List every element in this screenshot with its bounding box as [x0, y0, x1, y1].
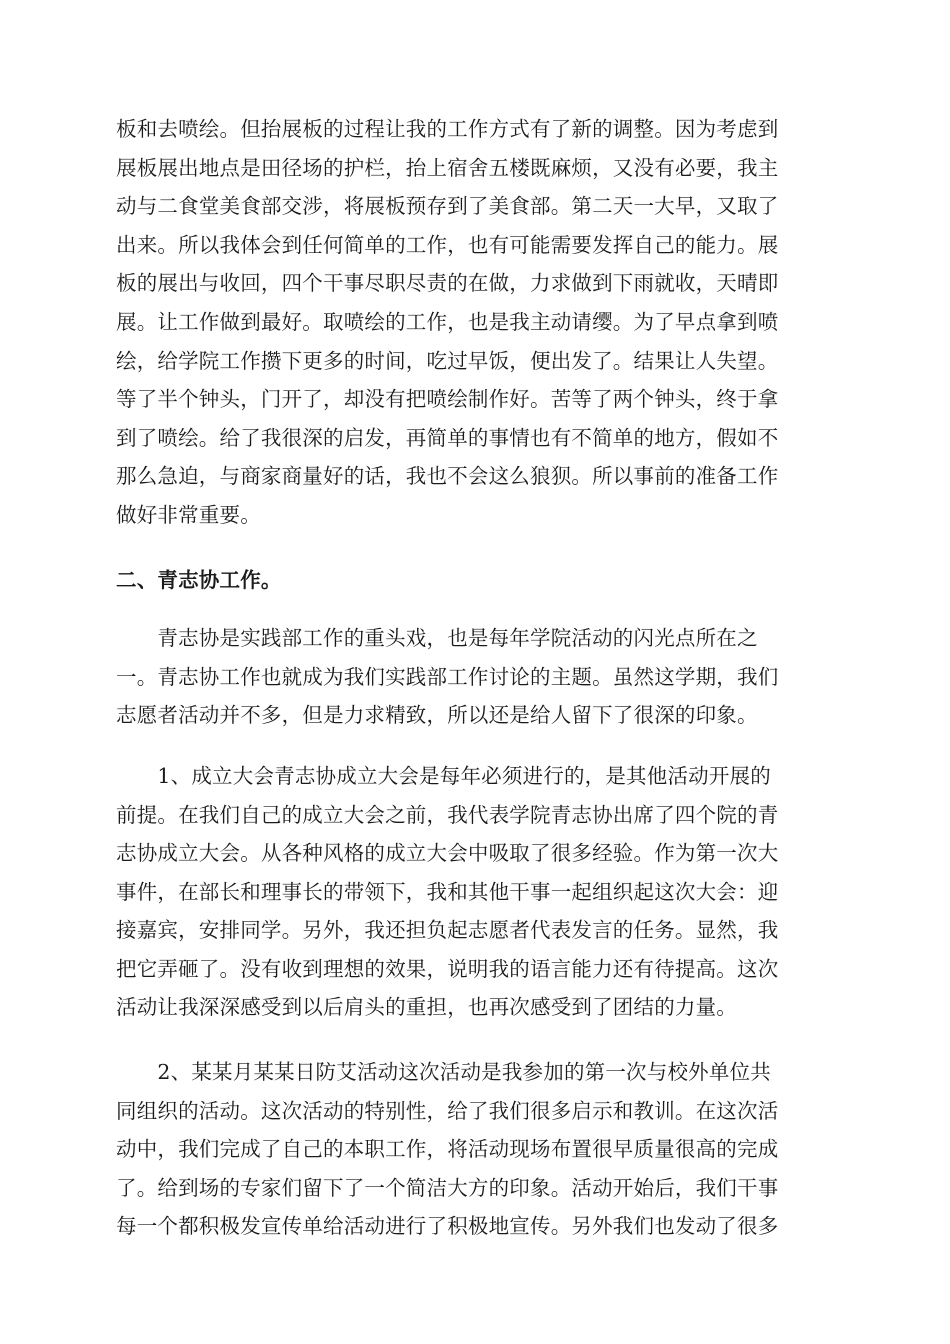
- text-line: 展。让工作做到最好。取喷绘的工作，也是我主动请缨。为了早点拿到喷: [116, 309, 779, 334]
- text-line: 志协成立大会。从各种风格的成立大会中吸取了很多经验。作为第一次大: [116, 841, 779, 866]
- text-line: 那么急迫，与商家商量好的话，我也不会这么狼狈。所以事前的准备工作: [116, 464, 779, 489]
- text-line: 板的展出与收回，四个干事尽职尽责的在做，力求做到下雨就收，天晴即: [116, 271, 779, 296]
- text-line: 前提。在我们自己的成立大会之前，我代表学院青志协出席了四个院的青: [116, 802, 779, 827]
- text-line: 一。青志协工作也就成为我们实践部工作讨论的主题。虽然这学期，我们: [116, 664, 779, 689]
- text-line: 动与二食堂美食部交涉，将展板预存到了美食部。第二天一大早，又取了: [116, 194, 779, 219]
- paragraph-spacer: [116, 599, 832, 619]
- text-line: 事件，在部长和理事长的带领下，我和其他干事一起组织起这次大会：迎: [116, 879, 779, 904]
- text-line: 2、某某月某某日防艾活动这次活动是我参加的第一次与校外单位共: [116, 1060, 771, 1085]
- text-line: 1、成立大会青志协成立大会是每年必须进行的，是其他活动开展的: [116, 763, 771, 788]
- text-line: 接嘉宾，安排同学。另外，我还担负起志愿者代表发言的任务。显然，我: [116, 918, 779, 943]
- section-heading: 二、青志协工作。: [116, 567, 282, 592]
- document-page: [116, 110, 832, 1246]
- text-line: 动中，我们完成了自己的本职工作，将活动现场布置很早质量很高的完成: [116, 1137, 779, 1162]
- paragraph-aids-event: [116, 1053, 832, 1246]
- text-line: 同组织的活动。这次活动的特别性，给了我们很多启示和教训。在这次活: [116, 1098, 779, 1123]
- text-line: 板和去喷绘。但抬展板的过程让我的工作方式有了新的调整。因为考虑到: [116, 117, 779, 141]
- paragraph-founding-meeting: [116, 757, 832, 1027]
- text-line: 了。给到场的专家们留下了一个简洁大方的印象。活动开始后，我们干事: [116, 1175, 779, 1200]
- text-line: 青志协是实践部工作的重头戏，也是每年学院活动的闪光点所在之: [116, 626, 758, 651]
- text-line: 等了半个钟头，门开了，却没有把喷绘制作好。苦等了两个钟头，终于拿: [116, 387, 779, 412]
- text-line: 出来。所以我体会到任何简单的工作，也有可能需要发挥自己的能力。展: [116, 232, 779, 257]
- text-line: 把它弄砸了。没有收到理想的效果，说明我的语言能力还有待提高。这次: [116, 956, 779, 981]
- text-line: 活动让我深深感受到以后肩头的重担，也再次感受到了团结的力量。: [116, 995, 737, 1020]
- paragraph-spacer: [116, 735, 832, 757]
- text-line: 每一个都积极发宣传单给活动进行了积极地宣传。另外我们也发动了很多: [116, 1214, 779, 1239]
- text-line: 展板展出地点是田径场的护栏，抬上宿舍五楼既麻烦，又没有必要，我主: [116, 155, 779, 180]
- text-line: 到了喷绘。给了我很深的启发，再简单的事情也有不简单的地方，假如不: [116, 425, 779, 450]
- paragraph-spacer: [116, 1027, 832, 1053]
- paragraph-spacer: [116, 535, 832, 561]
- text-line: 做好非常重要。: [116, 502, 261, 527]
- text-line: 绘，给学院工作攒下更多的时间，吃过早饭，便出发了。结果让人失望。: [116, 348, 779, 373]
- paragraph-display-board: [116, 110, 832, 535]
- text-line: 志愿者活动并不多，但是力求精致，所以还是给人留下了很深的印象。: [116, 703, 758, 728]
- paragraph-intro: [116, 619, 832, 735]
